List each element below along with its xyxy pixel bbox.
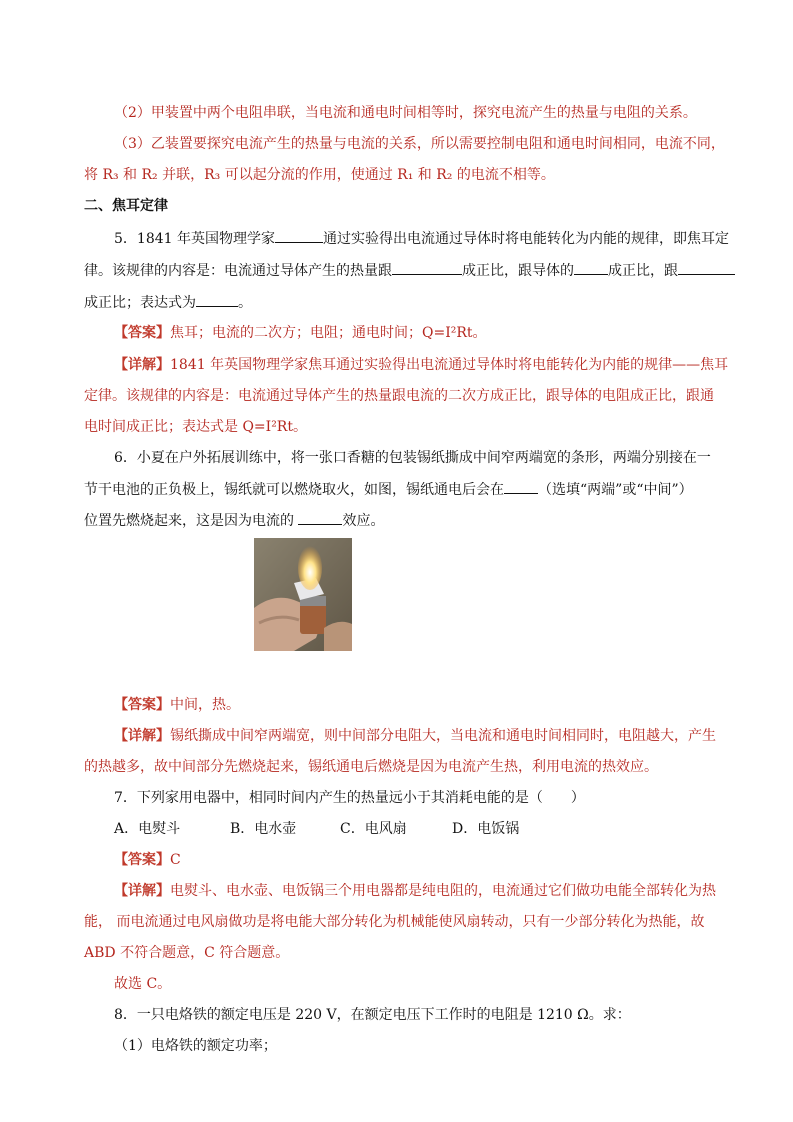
answer-blank: [504, 479, 538, 494]
detail-7-line-3: ABD 不符合题意，C 符合题意。: [84, 945, 290, 961]
answer-blank: [574, 260, 608, 275]
detail-5: 【详解】1841 年英国物理学家焦耳通过实验得出电流通过导体时将电能转化为内能的规律——焦耳: [114, 357, 729, 373]
question-5: 5．1841 年英国物理学家 通过实验得出电流通过导体时将电能转化为内能的规律，即焦耳定: [114, 228, 712, 249]
answer-6: 【答案】中间，热。: [114, 697, 240, 713]
detail-5-line-3: 电时间成正比；表达式是 Q=I²Rt。: [84, 419, 307, 435]
detail-6-line-2: 的热越多，故中间部分先燃烧起来，锡纸通电后燃烧是因为电流产生热，利用电流的热效应。: [84, 759, 658, 775]
question-8-part-1: （1）电烙铁的额定功率；: [114, 1038, 277, 1054]
detail-6: 【详解】锡纸撕成中间窄两端宽，则中间部分电阻大，当电流和通电时间相同时，电阻越大，产生: [114, 728, 716, 744]
question-7-options: [114, 819, 712, 839]
answer-blank: [298, 510, 342, 525]
question-7: 7．下列家用电器中，相同时间内产生的热量远小于其消耗电能的是（ ）: [114, 790, 585, 806]
question-6: 6．小夏在户外拓展训练中，将一张口香糖的包装锡纸撕成中间窄两端宽的条形，两端分别接在一: [114, 450, 711, 466]
answer-blank: [196, 292, 238, 307]
question-6-line-2: 节干电池的正负极上，锡纸就可以燃烧取火，如图，锡纸通电后会在 （选填“两端”或“中间”）: [84, 479, 712, 500]
option-b: B．电水壶: [230, 821, 297, 837]
text-line: 将 R₃ 和 R₂ 并联，R₃ 可以起分流的作用，使通过 R₁ 和 R₂ 的电流不相等。: [84, 167, 555, 183]
detail-7: 【详解】电熨斗、电水壶、电饭锅三个用电器都是纯电阻的，电流通过它们做功电能全部转化为热: [114, 883, 716, 899]
text-line: （2）甲装置中两个电阻串联，当电流和通电时间相等时，探究电流产生的热量与电阻的关系。: [114, 105, 697, 121]
section-heading: 二、焦耳定律: [84, 198, 168, 214]
detail-7-line-4: 故选 C。: [114, 976, 172, 992]
answer-5: 【答案】焦耳；电流的二次方；电阻；通电时间；Q=I²Rt。: [114, 325, 487, 341]
question-6-line-3: 位置先燃烧起来，这是因为电流的 效应。: [84, 510, 712, 531]
photo-illustration: [254, 538, 352, 651]
detail-5-line-2: 定律。该规律的内容是：电流通过导体产生的热量跟电流的二次方成正比，跟导体的电阻成正比，跟通: [84, 388, 714, 404]
answer-7: 【答案】C: [114, 852, 181, 868]
option-a: A．电熨斗: [114, 821, 181, 837]
option-c: C．电风扇: [340, 821, 407, 837]
text-line: （3）乙装置要探究电流产生的热量与电流的关系，所以需要控制电阻和通电时间相同，电流不同，: [114, 136, 725, 152]
answer-blank: [275, 228, 323, 243]
answer-blank: [678, 260, 735, 275]
burning-foil-photo: [254, 538, 352, 651]
question-8: 8．一只电烙铁的额定电压是 220 V，在额定电压下工作时的电阻是 1210 Ω。求：: [114, 1007, 631, 1023]
question-5-line-2: 律。该规律的内容是：电流通过导体产生的热量跟 成正比，跟导体的 成正比，跟: [84, 260, 712, 281]
question-5-line-3: 成正比；表达式为 。: [84, 292, 712, 313]
option-d: D．电饭锅: [452, 821, 520, 837]
detail-7-line-2: 能， 而电流通过电风扇做功是将电能大部分转化为机械能使风扇转动，只有一少部分转化为热能，故: [84, 914, 705, 930]
answer-blank: [392, 260, 462, 275]
